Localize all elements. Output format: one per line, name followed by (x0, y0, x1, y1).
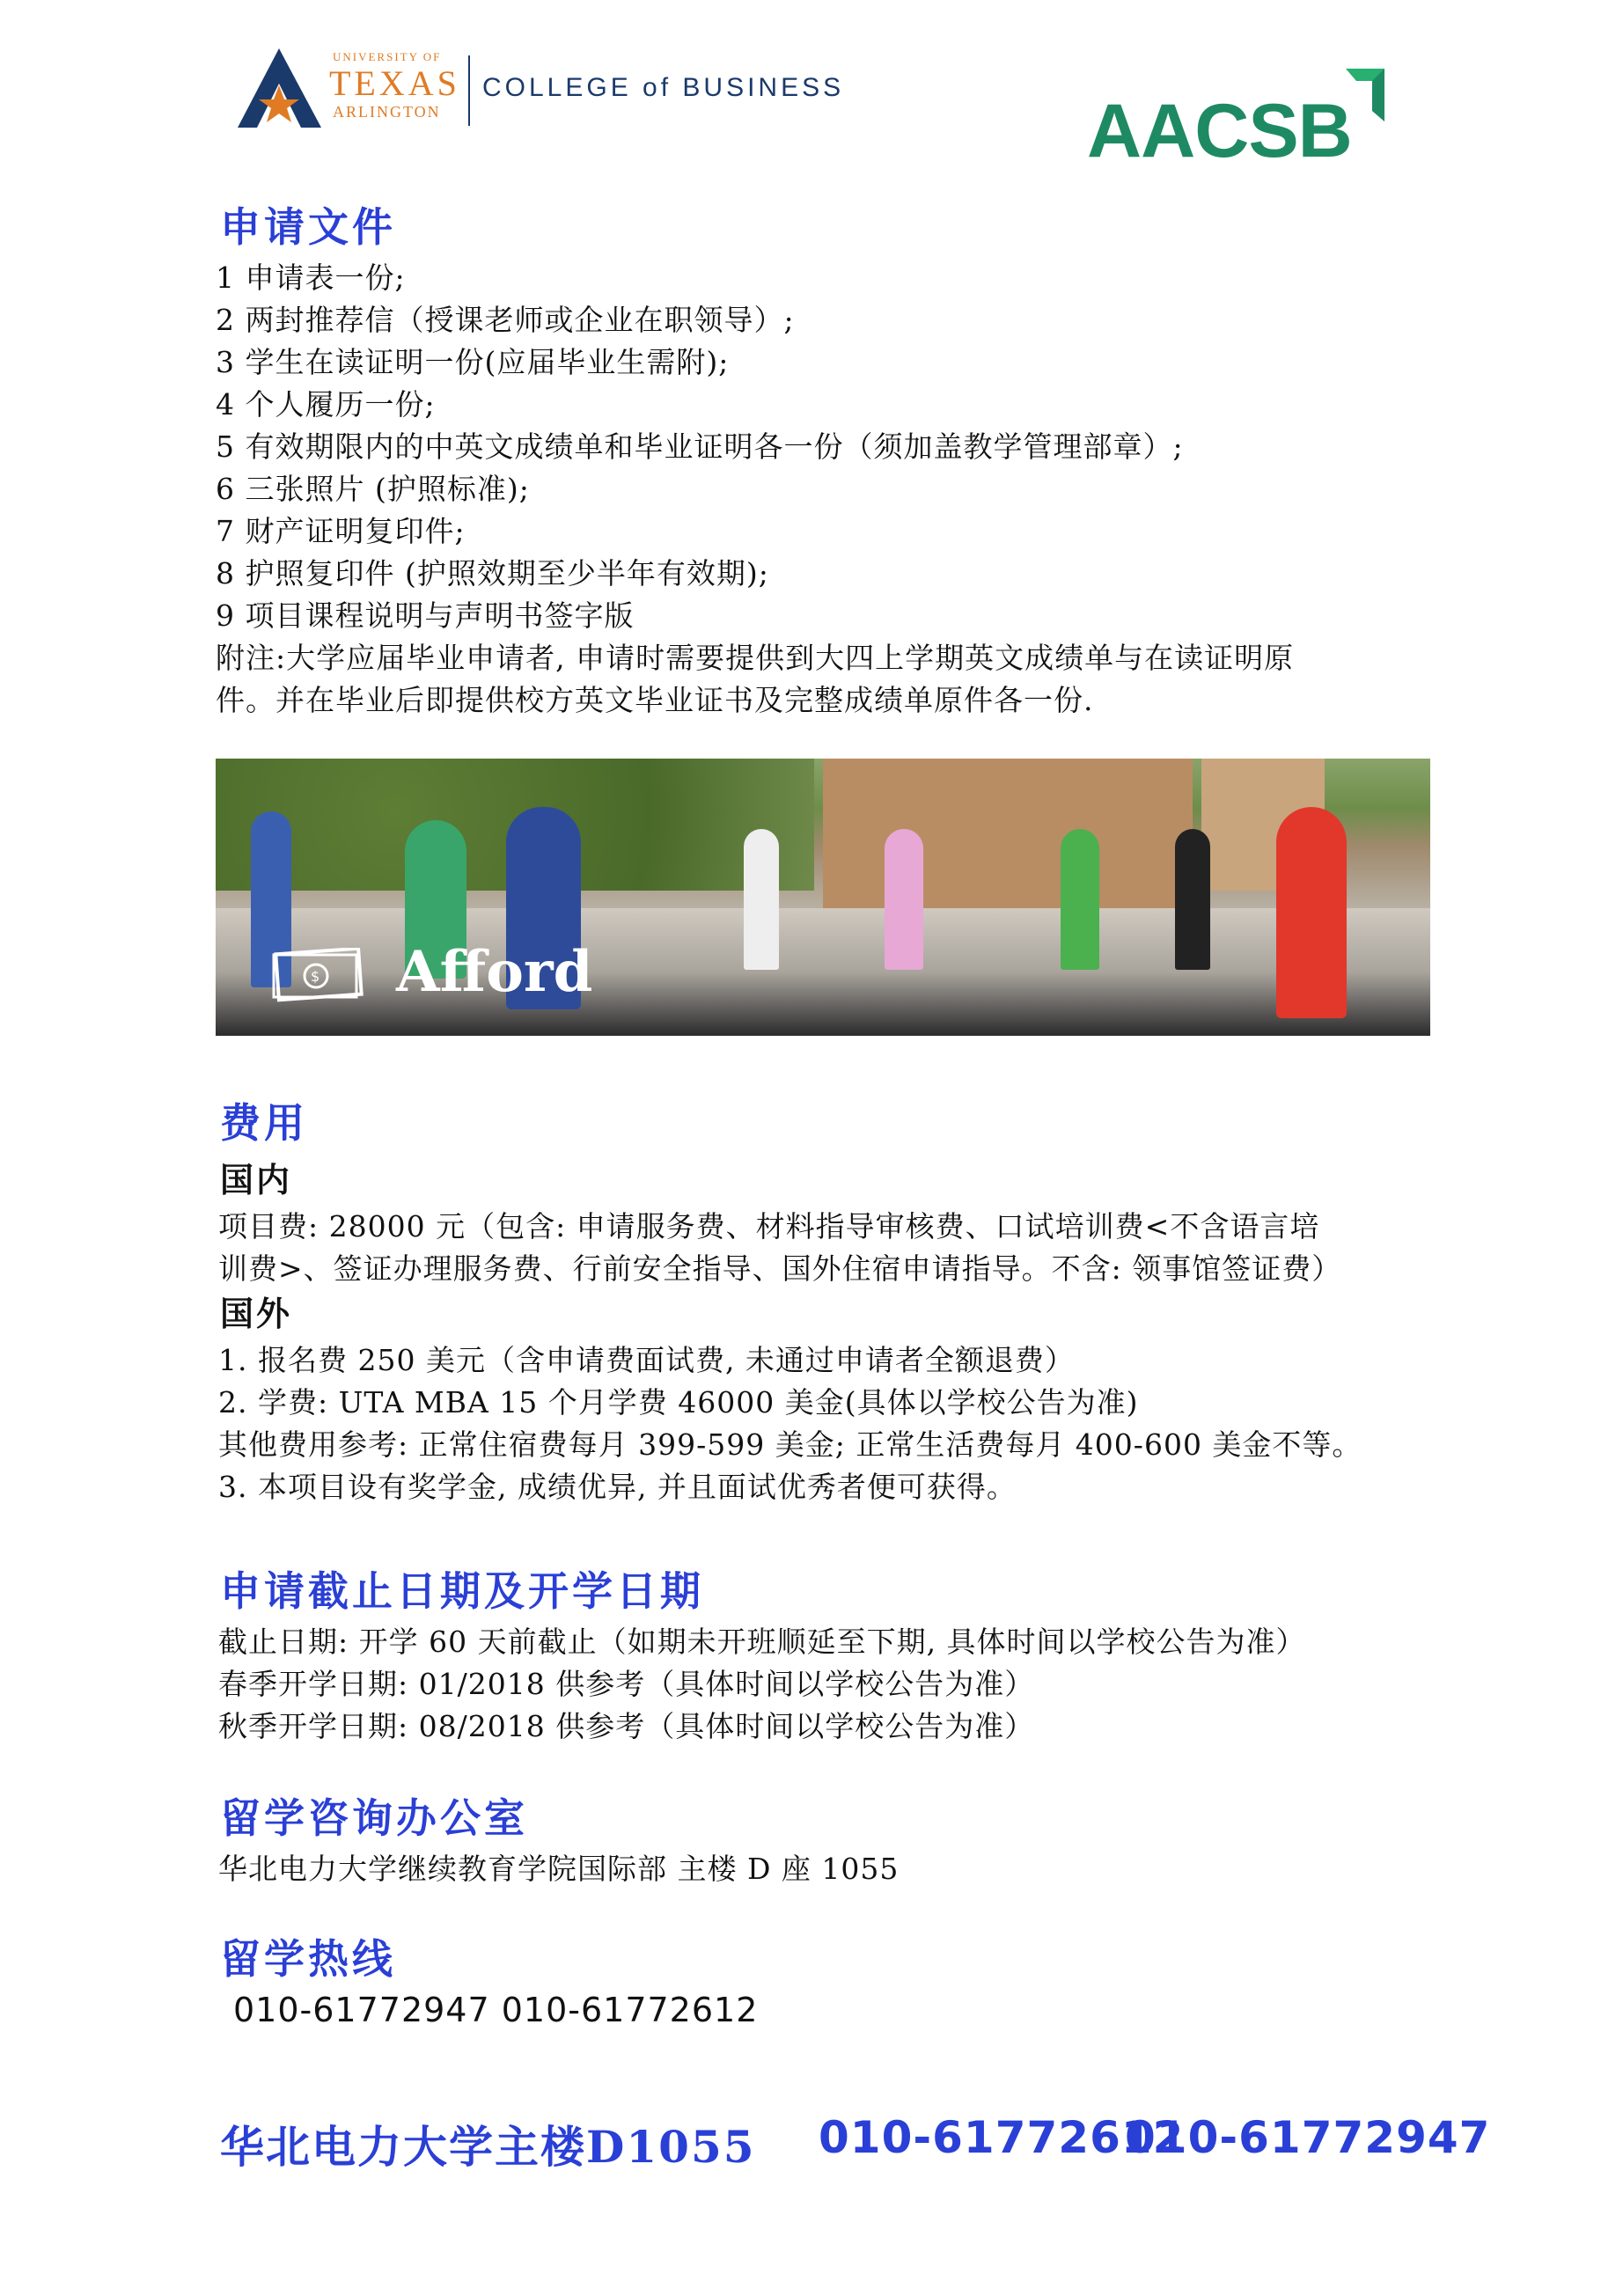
fees-abroad-item-3: 其他费用参考: 正常住宿费每月 399-599 美金; 正常生活费每月 400-600 美金不等。 (218, 1427, 1362, 1462)
fees-section-title: 费用 (220, 1099, 308, 1147)
uta-a-star-icon (238, 48, 321, 128)
campus-photo-banner (216, 759, 1430, 1036)
uta-college-of-business-logo (238, 40, 854, 136)
aacsb-corner-mark-icon (1346, 69, 1384, 121)
college-of-business-text: COLLEGE of BUSINESS (482, 73, 845, 102)
dates-section-title: 申请截止日期及开学日期 (220, 1567, 704, 1615)
photo-person (744, 829, 779, 970)
uta-arlington-text: ARLINGTON (333, 103, 441, 121)
office-address: 华北电力大学继续教育学院国际部 主楼 D 座 1055 (218, 1852, 900, 1886)
docs-item-4: 4 个人履历一份; (216, 387, 436, 422)
uta-texas-text: TEXAS (329, 63, 460, 103)
docs-note-line-1: 附注:大学应届毕业申请者, 申请时需要提供到大四上学期英文成绩单与在读证明原 (216, 641, 1295, 675)
aacsb-logo (1087, 70, 1404, 173)
docs-item-5: 5 有效期限内的中英文成绩单和毕业证明各一份（须加盖教学管理部章）; (216, 429, 1184, 464)
dates-spring: 春季开学日期: 01/2018 供参考（具体时间以学校公告为准） (218, 1667, 1035, 1701)
docs-item-1: 1 申请表一份; (216, 260, 406, 295)
fees-domestic-line-2: 训费>、签证办理服务费、行前安全指导、国外住宿申请指导。不含: 领事馆签证费） (218, 1251, 1342, 1286)
aacsb-text: AACSB (1087, 89, 1352, 173)
fees-abroad-item-2: 2. 学费: UTA MBA 15 个月学费 46000 美金(具体以学校公告为准) (218, 1385, 1139, 1419)
page-header (238, 40, 1399, 173)
docs-item-2: 2 两封推荐信（授课老师或企业在职领导）; (216, 303, 795, 337)
fees-abroad-item-1: 1. 报名费 250 美元（含申请费面试费, 未通过申请者全额退费） (218, 1343, 1075, 1377)
hotline-section-title: 留学热线 (220, 1935, 396, 1983)
photo-person (1061, 829, 1099, 970)
afford-label: Afford (396, 939, 593, 1005)
money-bill-icon (270, 948, 367, 1002)
docs-item-8: 8 护照复印件 (护照效期至少半年有效期); (216, 556, 769, 591)
fees-abroad-item-4: 3. 本项目设有奖学金, 成绩优异, 并且面试优秀者便可获得。 (218, 1470, 1017, 1504)
footer-location: 华北电力大学主楼D1055 (220, 2121, 756, 2173)
docs-note-line-2: 件。并在毕业后即提供校方英文毕业证书及完整成绩单原件各一份. (216, 683, 1094, 717)
uta-university-of-text: UNIVERSITY OF (333, 50, 442, 63)
office-section-title: 留学咨询办公室 (220, 1794, 528, 1842)
photo-person (1276, 807, 1347, 1018)
docs-item-9: 9 项目课程说明与声明书签字版 (216, 598, 635, 633)
logo-divider (468, 55, 470, 126)
svg-text:$: $ (311, 968, 320, 985)
docs-item-7: 7 财产证明复印件; (216, 514, 466, 548)
docs-item-3: 3 学生在读证明一份(应届毕业生需附); (216, 345, 730, 379)
footer-phone-1: 010-61772612 (819, 2112, 1185, 2163)
docs-item-6: 6 三张照片 (护照标准); (216, 472, 530, 506)
photo-library-building (823, 759, 1193, 908)
hotline-numbers: 010-61772947 010-61772612 (233, 1991, 759, 2029)
fees-abroad-title: 国外 (220, 1294, 293, 1333)
footer-phone-2: 010-61772947 (1125, 2112, 1491, 2163)
photo-person (885, 829, 923, 970)
fees-domestic-title: 国内 (220, 1160, 293, 1199)
dates-autumn: 秋季开学日期: 08/2018 供参考（具体时间以学校公告为准） (218, 1709, 1035, 1743)
docs-section-title: 申请文件 (220, 203, 396, 251)
fees-domestic-line-1: 项目费: 28000 元（包含: 申请服务费、材料指导审核费、口试培训费<不含语言培 (218, 1209, 1320, 1243)
photo-person (1175, 829, 1210, 970)
dates-deadline: 截止日期: 开学 60 天前截止（如期未开班顺延至下期, 具体时间以学校公告为准） (218, 1625, 1306, 1659)
